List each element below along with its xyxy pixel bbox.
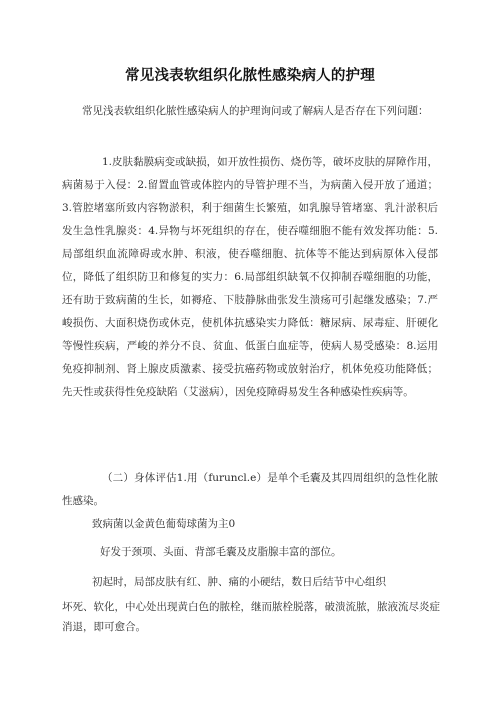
assessment-paragraph: （二）身体评估1.用（furuncl.e）是单个毛囊及其四周组织的急性化脓性感染。 xyxy=(62,472,438,507)
location-line: 好发于颈项、头面、背部毛囊及皮脂腺丰富的部位。 xyxy=(100,546,342,558)
onset-line: 初起时，局部皮肤有红、肿、痛的小硬结，数日后结节中心组织 xyxy=(92,576,386,588)
intro-paragraph: 常见浅表软组织化脓性感染病人的护理询问或了解病人是否存在下列问题： xyxy=(82,105,429,117)
causes-paragraph: 1.皮肤黏膜病变或缺损，如开放性损伤、烧伤等，破坏皮肤的屏障作用，病菌易于入侵：2.留置血管或体腔内的导管护理不当，为病菌入侵开放了通道；3.管腔堵塞所致内容物淤积，利于细菌生长繁殖，如乳腺导管堵塞、乳汁淤积后发生急性乳腺炎：4.异物与坏死组织的存在，使吞噬细胞不能有效发挥功能：5.局部组织血流障碍或水肿、积液，使吞噬细胞、抗体等不能达到病原体入侵部位，降低了组织防卫和修复的实力：6.局部组织缺氧不仅抑制吞噬细胞的功能，还有助于致病菌的生长，如褥疮、下肢静脉曲张发生溃疡可引起继发感染；7.严峻损伤、大面积烧伤或休克，使机体抗感染实力降低：糖尿病、尿毒症、肝硬化等慢性疾病，严峻的养分不良、贫血、低蛋白血症等，使病人易受感染：8.运用免疫抑制剂、肾上腺皮质激素、接受抗癌药物或放射治疗，机体免疫功能降低；先天性或获得性免疫缺陷（艾滋病），因免疫障碍易发生各种感染性疾病等。 xyxy=(62,156,438,398)
document-title: 常见浅表软组织化脓性感染病人的护理 xyxy=(125,68,375,84)
pathogen-line: 致病菌以金黄色葡萄球菌为主0 xyxy=(92,518,236,530)
progression-paragraph: 坏死、软化，中心处出现黄白色的脓栓，继而脓栓脱落，破溃流脓，脓液流尽炎症消退，即可愈合。 xyxy=(62,601,440,633)
